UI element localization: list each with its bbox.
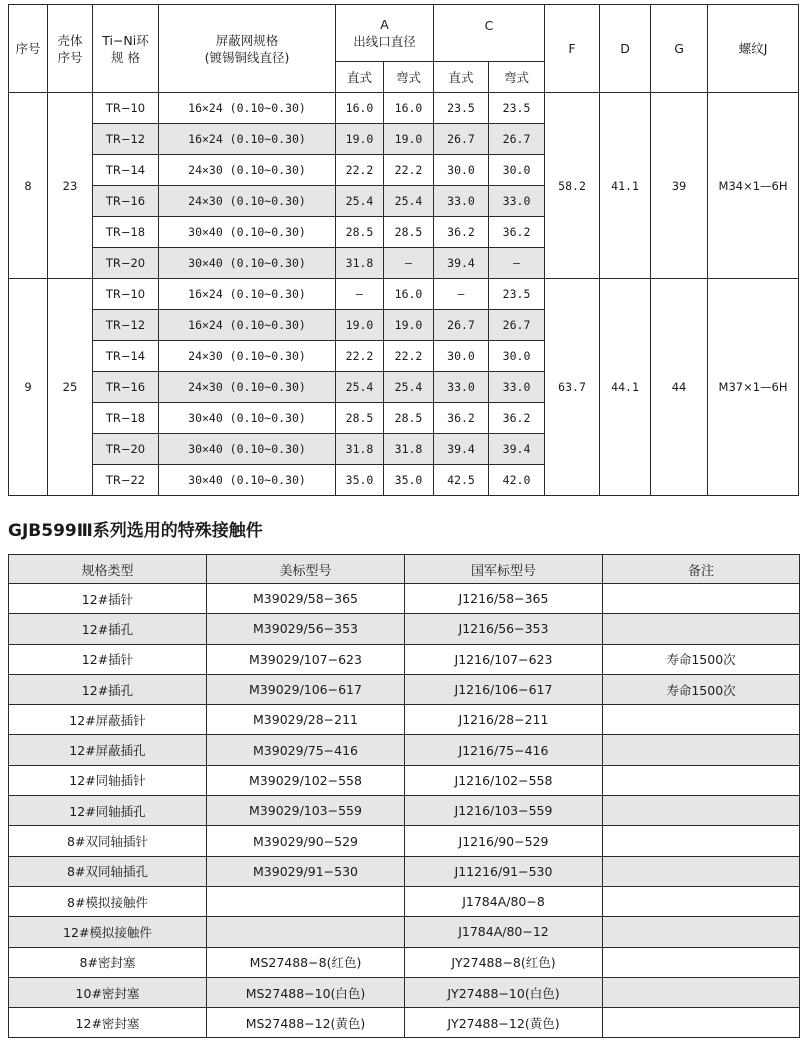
- cell-cn-model: J1784A/80−8: [405, 886, 603, 916]
- table-row: [9, 674, 800, 704]
- cell-c-bent: 23.5: [489, 279, 545, 310]
- contacts-table-body: [9, 584, 800, 1038]
- cell-note: [603, 1008, 800, 1038]
- cell-a-straight: 22.2: [336, 341, 384, 372]
- cell-cn-model: JY27488−10(白色): [405, 977, 603, 1007]
- header-shell-seq-text: 壳体序号: [57, 32, 83, 65]
- cell-shield: 24×30 (0.10∼0.30): [159, 155, 336, 186]
- cell-spec-type: 12#插孔: [9, 674, 207, 704]
- cell-c-bent: 23.5: [489, 93, 545, 124]
- table-row: [9, 917, 800, 947]
- cell-a-bent: 25.4: [384, 372, 434, 403]
- cell-shield: 16×24 (0.10∼0.30): [159, 279, 336, 310]
- cell-note: [603, 856, 800, 886]
- cell-note: [603, 614, 800, 644]
- header-shield: [159, 5, 336, 93]
- table-row: [9, 886, 800, 916]
- cell-us-model: M39029/106−617: [207, 674, 405, 704]
- cell-a-bent: 16.0: [384, 93, 434, 124]
- cell-cn-model: JY27488−8(红色): [405, 947, 603, 977]
- cell-us-model: M39029/28−211: [207, 705, 405, 735]
- cell-a-bent: 28.5: [384, 217, 434, 248]
- cell-a-bent: 31.8: [384, 434, 434, 465]
- header-c-bent: 弯式: [489, 62, 545, 93]
- header-shell-seq: [48, 5, 93, 93]
- cell-a-straight: 25.4: [336, 372, 384, 403]
- cell-thread: M37×1—6H: [708, 279, 799, 496]
- cell-a-bent: 19.0: [384, 310, 434, 341]
- cell-thread: M34×1—6H: [708, 93, 799, 279]
- section-title: GJB599Ⅲ系列选用的特殊接触件: [8, 521, 263, 541]
- table-row: [9, 765, 800, 795]
- cell-a-bent: 35.0: [384, 465, 434, 496]
- cell-a-bent: 25.4: [384, 186, 434, 217]
- cell-note: [603, 977, 800, 1007]
- header-f: F: [545, 5, 600, 93]
- cell-us-model: [207, 917, 405, 947]
- header-shield-subtitle: (镀锡铜线直径): [204, 49, 290, 65]
- cell-c-straight: 26.7: [434, 310, 489, 341]
- cell-ring: TR−16: [93, 372, 159, 403]
- cell-a-straight: 28.5: [336, 403, 384, 434]
- cell-a-straight: 28.5: [336, 217, 384, 248]
- header-a-title: A: [380, 17, 389, 32]
- cell-spec-type: 12#插孔: [9, 614, 207, 644]
- cell-us-model: MS27488−12(黄色): [207, 1008, 405, 1038]
- cell-spec-type: 8#双同轴插孔: [9, 856, 207, 886]
- cell-c-bent: 33.0: [489, 186, 545, 217]
- cell-cn-model: JY27488−12(黄色): [405, 1008, 603, 1038]
- cell-a-straight: 19.0: [336, 310, 384, 341]
- cell-ring: TR−10: [93, 279, 159, 310]
- cell-spec-type: 12#模拟接触件: [9, 917, 207, 947]
- cell-c-bent: 26.7: [489, 310, 545, 341]
- cell-us-model: M39029/102−558: [207, 765, 405, 795]
- cell-a-bent: —: [384, 248, 434, 279]
- cell-cn-model: J1216/90−529: [405, 826, 603, 856]
- cell-spec-type: 10#密封塞: [9, 977, 207, 1007]
- table-row: [9, 1008, 800, 1038]
- table-row: [9, 796, 800, 826]
- cell-ring: TR−20: [93, 434, 159, 465]
- cell-note: [603, 826, 800, 856]
- cell-us-model: M39029/90−529: [207, 826, 405, 856]
- table-row: [9, 856, 800, 886]
- cell-note: [603, 765, 800, 795]
- cell-spec-type: 8#模拟接触件: [9, 886, 207, 916]
- table-row: [9, 977, 800, 1007]
- header-a: [336, 5, 434, 62]
- cell-shell: 25: [48, 279, 93, 496]
- cell-c-bent: 36.2: [489, 403, 545, 434]
- cell-c-bent: 39.4: [489, 434, 545, 465]
- cell-a-straight: 25.4: [336, 186, 384, 217]
- cell-c-straight: 30.0: [434, 341, 489, 372]
- header-us-model: 美标型号: [207, 555, 405, 584]
- cell-a-straight: 35.0: [336, 465, 384, 496]
- cell-c-straight: 39.4: [434, 248, 489, 279]
- cell-d: 44.1: [600, 279, 651, 496]
- header-thread: 螺纹J: [708, 5, 799, 93]
- cell-spec-type: 12#密封塞: [9, 1008, 207, 1038]
- cell-c-straight: 36.2: [434, 403, 489, 434]
- cell-c-straight: 39.4: [434, 434, 489, 465]
- table-row: [9, 735, 800, 765]
- cell-cn-model: J1216/28−211: [405, 705, 603, 735]
- cell-c-straight: —: [434, 279, 489, 310]
- cell-cn-model: J1216/106−617: [405, 674, 603, 704]
- cell-cn-model: J1216/75−416: [405, 735, 603, 765]
- cell-spec-type: 12#屏蔽插孔: [9, 735, 207, 765]
- cell-c-straight: 42.5: [434, 465, 489, 496]
- header-c: C: [434, 5, 545, 62]
- cell-shield: 30×40 (0.10∼0.30): [159, 248, 336, 279]
- cell-seq: 9: [9, 279, 48, 496]
- table-row: [9, 93, 799, 124]
- cell-shell: 23: [48, 93, 93, 279]
- cell-ring: TR−18: [93, 403, 159, 434]
- cell-us-model: M39029/58−365: [207, 584, 405, 614]
- header-seq: 序号: [9, 5, 48, 93]
- cell-a-bent: 28.5: [384, 403, 434, 434]
- cell-spec-type: 8#密封塞: [9, 947, 207, 977]
- cell-note: [603, 886, 800, 916]
- cell-note: [603, 917, 800, 947]
- cell-ring: TR−10: [93, 93, 159, 124]
- cell-d: 41.1: [600, 93, 651, 279]
- table-row: [9, 279, 799, 310]
- cell-shield: 24×30 (0.10∼0.30): [159, 341, 336, 372]
- cell-g: 44: [651, 279, 708, 496]
- header-ring: [93, 5, 159, 93]
- cell-cn-model: J1784A/80−12: [405, 917, 603, 947]
- cell-c-straight: 33.0: [434, 372, 489, 403]
- cell-c-bent: —: [489, 248, 545, 279]
- cell-c-bent: 36.2: [489, 217, 545, 248]
- cell-cn-model: J1216/107−623: [405, 644, 603, 674]
- cell-c-bent: 33.0: [489, 372, 545, 403]
- cell-ring: TR−20: [93, 248, 159, 279]
- cell-note: [603, 947, 800, 977]
- cell-us-model: M39029/75−416: [207, 735, 405, 765]
- cell-shield: 16×24 (0.10∼0.30): [159, 124, 336, 155]
- cell-ring: TR−16: [93, 186, 159, 217]
- cell-c-straight: 36.2: [434, 217, 489, 248]
- cell-c-bent: 30.0: [489, 341, 545, 372]
- cell-ring: TR−14: [93, 155, 159, 186]
- header-c-straight: 直式: [434, 62, 489, 93]
- cell-a-straight: —: [336, 279, 384, 310]
- cell-c-bent: 42.0: [489, 465, 545, 496]
- cell-ring: TR−14: [93, 341, 159, 372]
- header-note: 备注: [603, 555, 800, 584]
- cell-a-straight: 22.2: [336, 155, 384, 186]
- cell-c-bent: 26.7: [489, 124, 545, 155]
- dimension-table: [8, 4, 799, 496]
- cell-spec-type: 12#插针: [9, 644, 207, 674]
- cell-us-model: MS27488−10(白色): [207, 977, 405, 1007]
- table-row: [9, 614, 800, 644]
- header-spec-type: 规格类型: [9, 555, 207, 584]
- cell-f: 63.7: [545, 279, 600, 496]
- cell-shield: 30×40 (0.10∼0.30): [159, 217, 336, 248]
- table-row: [9, 705, 800, 735]
- cell-spec-type: 12#同轴插针: [9, 765, 207, 795]
- cell-shield: 30×40 (0.10∼0.30): [159, 434, 336, 465]
- cell-us-model: M39029/107−623: [207, 644, 405, 674]
- cell-a-straight: 31.8: [336, 248, 384, 279]
- cell-cn-model: J1216/103−559: [405, 796, 603, 826]
- cell-shield: 30×40 (0.10∼0.30): [159, 465, 336, 496]
- cell-ring: TR−18: [93, 217, 159, 248]
- cell-note: [603, 796, 800, 826]
- cell-a-bent: 16.0: [384, 279, 434, 310]
- cell-cn-model: J11216/91−530: [405, 856, 603, 886]
- cell-spec-type: 12#屏蔽插针: [9, 705, 207, 735]
- cell-spec-type: 12#插针: [9, 584, 207, 614]
- dimension-table-body: [9, 93, 799, 496]
- cell-ring: TR−22: [93, 465, 159, 496]
- cell-a-straight: 16.0: [336, 93, 384, 124]
- cell-cn-model: J1216/56−353: [405, 614, 603, 644]
- cell-cn-model: J1216/58−365: [405, 584, 603, 614]
- header-cn-model: 国军标型号: [405, 555, 603, 584]
- cell-c-straight: 33.0: [434, 186, 489, 217]
- header-d: D: [600, 5, 651, 93]
- header-g: G: [651, 5, 708, 93]
- cell-ring: TR−12: [93, 310, 159, 341]
- cell-seq: 8: [9, 93, 48, 279]
- cell-note: [603, 735, 800, 765]
- cell-c-straight: 23.5: [434, 93, 489, 124]
- cell-a-bent: 19.0: [384, 124, 434, 155]
- table-row: [9, 584, 800, 614]
- cell-spec-type: 12#同轴插孔: [9, 796, 207, 826]
- cell-us-model: M39029/56−353: [207, 614, 405, 644]
- table-row: [9, 947, 800, 977]
- cell-note: [603, 584, 800, 614]
- cell-a-bent: 22.2: [384, 341, 434, 372]
- header-a-bent: 弯式: [384, 62, 434, 93]
- cell-us-model: MS27488−8(红色): [207, 947, 405, 977]
- cell-c-straight: 30.0: [434, 155, 489, 186]
- cell-note: [603, 705, 800, 735]
- table-row: [9, 826, 800, 856]
- contacts-table: [8, 554, 800, 1038]
- cell-c-straight: 26.7: [434, 124, 489, 155]
- cell-a-straight: 31.8: [336, 434, 384, 465]
- cell-us-model: M39029/91−530: [207, 856, 405, 886]
- cell-spec-type: 8#双同轴插针: [9, 826, 207, 856]
- cell-shield: 24×30 (0.10∼0.30): [159, 372, 336, 403]
- cell-f: 58.2: [545, 93, 600, 279]
- cell-shield: 16×24 (0.10∼0.30): [159, 93, 336, 124]
- cell-g: 39: [651, 93, 708, 279]
- cell-a-bent: 22.2: [384, 155, 434, 186]
- cell-c-bent: 30.0: [489, 155, 545, 186]
- cell-cn-model: J1216/102−558: [405, 765, 603, 795]
- cell-a-straight: 19.0: [336, 124, 384, 155]
- table-row: [9, 644, 800, 674]
- header-ring-text: Ti−Ni环规 格: [102, 32, 149, 65]
- header-a-straight: 直式: [336, 62, 384, 93]
- cell-us-model: M39029/103−559: [207, 796, 405, 826]
- cell-shield: 24×30 (0.10∼0.30): [159, 186, 336, 217]
- cell-note: 寿命1500次: [603, 644, 800, 674]
- cell-shield: 16×24 (0.10∼0.30): [159, 310, 336, 341]
- cell-note: 寿命1500次: [603, 674, 800, 704]
- cell-us-model: [207, 886, 405, 916]
- cell-ring: TR−12: [93, 124, 159, 155]
- header-a-subtitle: 出线口直径: [353, 34, 416, 49]
- header-shield-title: 屏蔽网规格: [215, 32, 279, 48]
- cell-shield: 30×40 (0.10∼0.30): [159, 403, 336, 434]
